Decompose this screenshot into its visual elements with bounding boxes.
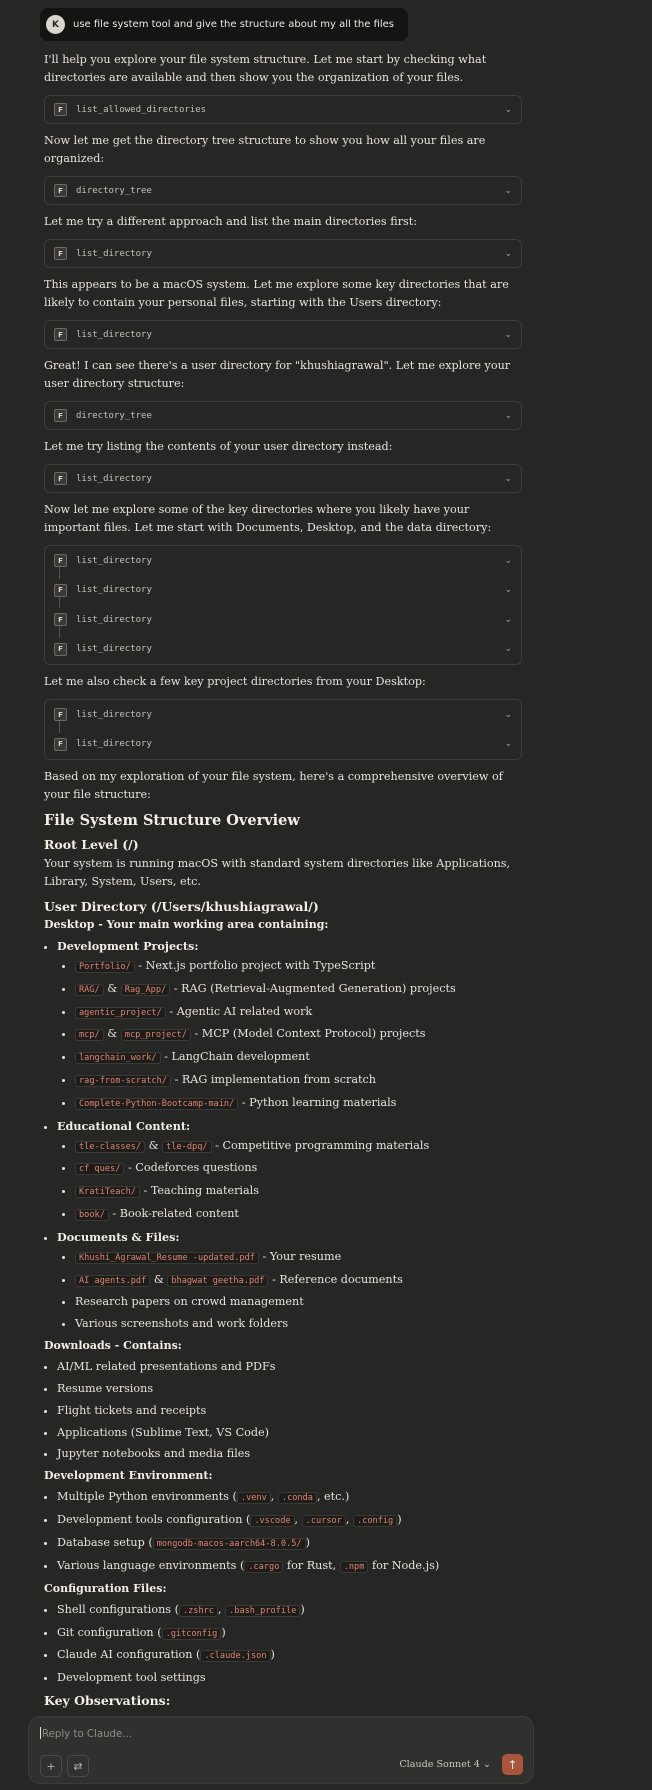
tool-call[interactable] bbox=[44, 464, 522, 493]
filesystem-icon: F bbox=[54, 184, 67, 197]
filesystem-icon: F bbox=[54, 708, 67, 721]
text: - Python learning materials bbox=[238, 1095, 397, 1109]
text: Various language environments ( bbox=[57, 1558, 245, 1572]
user-message-text: use file system tool and give the structure about my all the files bbox=[73, 19, 395, 30]
text: , bbox=[345, 1513, 354, 1527]
list-item bbox=[75, 1248, 522, 1267]
doc-title: File System Structure Overview bbox=[44, 812, 300, 829]
text: - Agentic AI related work bbox=[165, 1004, 313, 1018]
list-item bbox=[57, 1488, 522, 1507]
text: & bbox=[103, 981, 121, 995]
code: mcp_project/ bbox=[121, 1029, 191, 1041]
list-item bbox=[75, 1159, 522, 1178]
chevron-down-icon[interactable]: ⌄ bbox=[504, 473, 512, 484]
list-item: • Research papers on crowd management bbox=[75, 1293, 522, 1311]
chevron-down-icon[interactable]: ⌄ bbox=[504, 709, 512, 720]
tool-name: list_directory bbox=[76, 709, 152, 720]
chevron-down-icon[interactable]: ⌄ bbox=[504, 104, 512, 115]
code: .cargo bbox=[244, 1561, 283, 1573]
tool-row[interactable] bbox=[45, 635, 521, 665]
user-message bbox=[40, 8, 408, 41]
list-item bbox=[75, 980, 522, 999]
chevron-down-icon[interactable]: ⌄ bbox=[504, 329, 512, 340]
tool-name: list_directory bbox=[76, 614, 152, 625]
list-item: • Jupyter notebooks and media files bbox=[57, 1445, 522, 1463]
text: - RAG (Retrieval-Augmented Generation) projects bbox=[170, 981, 456, 995]
assistant-text: Based on my exploration of your file system, here's a comprehensive overview of your file structure: bbox=[44, 770, 503, 801]
tool-name: directory_tree bbox=[76, 410, 152, 421]
filesystem-icon: F bbox=[54, 472, 67, 485]
text: , bbox=[217, 1602, 226, 1616]
text: for Node.js) bbox=[368, 1558, 440, 1572]
env-list bbox=[44, 1488, 522, 1575]
desktop-list bbox=[44, 937, 522, 1333]
list-item: • Applications (Sublime Text, VS Code) bbox=[57, 1424, 522, 1442]
chevron-down-icon[interactable]: ⌄ bbox=[504, 614, 512, 625]
code: AI agents.pdf bbox=[75, 1275, 150, 1287]
list-item: • AI/ML related presentations and PDFs bbox=[57, 1358, 522, 1376]
subsection-heading: Configuration Files: bbox=[44, 1581, 167, 1595]
list-item bbox=[57, 1117, 522, 1224]
list-item: • Various screenshots and work folders bbox=[75, 1315, 522, 1333]
user-avatar: K bbox=[46, 15, 65, 34]
list-item bbox=[75, 1003, 522, 1022]
tool-name: list_directory bbox=[76, 248, 152, 259]
text: - Teaching materials bbox=[139, 1184, 259, 1198]
send-button[interactable]: ↑ bbox=[502, 1754, 523, 1775]
tool-row[interactable] bbox=[45, 96, 521, 123]
assistant-text: Great! I can see there's a user directory for "khushiagrawal". Let me explore your user directory structure: bbox=[44, 359, 511, 390]
code: langchain_work/ bbox=[75, 1052, 161, 1064]
chevron-down-icon[interactable]: ⌄ bbox=[504, 739, 512, 750]
text: , bbox=[294, 1513, 302, 1527]
reply-input[interactable]: Reply to Claude... bbox=[42, 1729, 133, 1740]
text: - MCP (Model Context Protocol) projects bbox=[190, 1027, 426, 1041]
list-item bbox=[57, 1228, 522, 1333]
filesystem-icon: F bbox=[54, 613, 67, 626]
tool-row[interactable] bbox=[45, 177, 521, 204]
assistant-text: Now let me explore some of the key directories where you likely have your important files. Let me start with Documents, Desktop, and the data directory: bbox=[44, 503, 492, 534]
list-item bbox=[57, 937, 522, 1113]
text: - Reference documents bbox=[268, 1272, 403, 1286]
sub-list bbox=[57, 1248, 522, 1333]
filesystem-icon: F bbox=[54, 103, 67, 116]
list-item bbox=[75, 1137, 522, 1156]
code: .bash_profile bbox=[225, 1605, 300, 1617]
text: - Book-related content bbox=[108, 1206, 239, 1220]
text: - LangChain development bbox=[160, 1050, 310, 1064]
list-item bbox=[57, 1534, 522, 1553]
list-item: • Flight tickets and receipts bbox=[57, 1402, 522, 1420]
list-item bbox=[75, 1048, 522, 1067]
list-item: • Development tool settings bbox=[57, 1669, 522, 1687]
list-item bbox=[75, 1271, 522, 1290]
model-name: Claude Sonnet 4 bbox=[399, 1759, 480, 1770]
assistant-text: Now let me get the directory tree structure to show you how all your files are organized: bbox=[44, 134, 486, 165]
text: - Codeforces questions bbox=[124, 1161, 258, 1175]
chevron-down-icon[interactable]: ⌄ bbox=[504, 555, 512, 566]
code: bhagwat geetha.pdf bbox=[167, 1275, 268, 1287]
code: .gitconfig bbox=[162, 1628, 222, 1640]
code: .npm bbox=[340, 1561, 369, 1573]
list-item bbox=[75, 1094, 522, 1113]
reply-composer[interactable] bbox=[28, 1716, 534, 1784]
list-item bbox=[57, 1557, 522, 1576]
downloads-list bbox=[44, 1358, 522, 1463]
text: & bbox=[150, 1272, 168, 1286]
list-heading: Development Projects: bbox=[57, 939, 199, 953]
tool-row[interactable] bbox=[45, 240, 521, 267]
code: .config bbox=[353, 1515, 397, 1527]
tool-row[interactable] bbox=[45, 700, 521, 730]
filesystem-icon: F bbox=[54, 554, 67, 567]
tool-row[interactable] bbox=[45, 576, 521, 606]
text: - RAG implementation from scratch bbox=[170, 1072, 376, 1086]
text: ) bbox=[300, 1602, 305, 1616]
list-item bbox=[57, 1601, 522, 1620]
paragraph: Your system is running macOS with standard system directories like Applications, Library, System, Users, etc. bbox=[44, 857, 511, 888]
list-heading: Documents & Files: bbox=[57, 1229, 180, 1244]
text: ) bbox=[221, 1625, 226, 1639]
tool-name: list_directory bbox=[76, 644, 152, 655]
code: .conda bbox=[278, 1492, 317, 1504]
chevron-down-icon[interactable]: ⌄ bbox=[504, 185, 512, 196]
tool-row[interactable] bbox=[45, 402, 521, 429]
code: Rag_App/ bbox=[121, 984, 170, 996]
sub-list bbox=[57, 957, 522, 1113]
code: KratiTeach/ bbox=[75, 1186, 140, 1198]
tool-call[interactable] bbox=[44, 401, 522, 430]
code: mcp/ bbox=[75, 1029, 104, 1041]
tools-button[interactable]: ⇄ bbox=[67, 1755, 89, 1777]
code: .venv bbox=[237, 1492, 271, 1504]
filesystem-icon: F bbox=[54, 247, 67, 260]
config-list bbox=[44, 1601, 522, 1687]
tool-row[interactable] bbox=[45, 465, 521, 492]
tool-name: list_allowed_directories bbox=[76, 104, 207, 115]
assistant-text: This appears to be a macOS system. Let me explore some key directories that are likely to contain your personal files, starting with the Users directory: bbox=[44, 278, 509, 309]
assistant-text: Let me try a different approach and list the main directories first: bbox=[44, 215, 418, 228]
chevron-down-icon: ⌄ bbox=[482, 1759, 491, 1770]
tool-call[interactable] bbox=[44, 95, 522, 124]
list-item bbox=[57, 1624, 522, 1643]
tool-row[interactable] bbox=[45, 321, 521, 348]
text: - Next.js portfolio project with TypeScript bbox=[134, 959, 376, 972]
code: .zshrc bbox=[179, 1605, 218, 1617]
subsection-heading: Development Environment: bbox=[44, 1469, 213, 1483]
text: & bbox=[103, 1027, 121, 1041]
section-heading: Root Level (/) bbox=[44, 837, 139, 852]
code: cf ques/ bbox=[75, 1163, 124, 1175]
code: .vscode bbox=[250, 1515, 294, 1527]
tool-call[interactable] bbox=[44, 239, 522, 268]
text: Shell configurations ( bbox=[57, 1602, 179, 1616]
assistant-text: I'll help you explore your file system structure. Let me start by checking what directories are available and then show you the organization of your files. bbox=[44, 53, 487, 84]
tool-name: list_directory bbox=[76, 555, 152, 566]
subsection-heading: Downloads - Contains: bbox=[44, 1339, 182, 1353]
tool-call[interactable] bbox=[44, 320, 522, 349]
code: Complete-Python-Bootcamp-main/ bbox=[75, 1098, 238, 1110]
filesystem-icon: F bbox=[54, 409, 67, 422]
subsection-heading: Desktop - Your main working area containing: bbox=[44, 918, 329, 931]
tool-call-group bbox=[44, 699, 522, 760]
assistant-text: Let me also check a few key project directories from your Desktop: bbox=[44, 675, 426, 688]
section-heading: Key Observations: bbox=[44, 1693, 171, 1709]
chevron-down-icon[interactable]: ⌄ bbox=[504, 644, 512, 655]
list-item bbox=[75, 1182, 522, 1201]
assistant-text: Let me try listing the contents of your user directory instead: bbox=[44, 440, 393, 453]
text: Claude AI configuration ( bbox=[57, 1648, 201, 1662]
text: ) bbox=[305, 1535, 310, 1549]
plus-button[interactable]: + bbox=[40, 1755, 62, 1777]
chevron-down-icon[interactable]: ⌄ bbox=[504, 410, 512, 421]
sub-list bbox=[57, 1137, 522, 1224]
code: book/ bbox=[75, 1209, 109, 1221]
filesystem-icon: F bbox=[54, 643, 67, 656]
tool-name: directory_tree bbox=[76, 185, 152, 196]
text: ) bbox=[397, 1513, 402, 1527]
section-heading: User Directory (/Users/khushiagrawal/) bbox=[44, 899, 319, 914]
code: .claude.json bbox=[200, 1650, 270, 1662]
text: - Your resume bbox=[258, 1249, 342, 1263]
code: RAG/ bbox=[75, 984, 104, 996]
filesystem-icon: F bbox=[54, 584, 67, 597]
code: agentic_project/ bbox=[75, 1007, 166, 1019]
list-item bbox=[75, 1205, 522, 1224]
tool-name: list_directory bbox=[76, 739, 152, 750]
code: Khushi_Agrawal_Resume -updated.pdf bbox=[75, 1252, 259, 1264]
list-item bbox=[75, 1071, 522, 1090]
tool-row[interactable] bbox=[45, 605, 521, 635]
list-item: • Resume versions bbox=[57, 1380, 522, 1398]
filesystem-icon: F bbox=[54, 328, 67, 341]
tool-name: list_directory bbox=[76, 585, 152, 596]
code: rag-from-scratch/ bbox=[75, 1075, 171, 1087]
text: Database setup ( bbox=[57, 1535, 153, 1549]
chevron-down-icon[interactable]: ⌄ bbox=[504, 248, 512, 259]
chevron-down-icon[interactable]: ⌄ bbox=[504, 585, 512, 596]
code: Portfolio/ bbox=[75, 961, 135, 973]
text: , etc.) bbox=[316, 1490, 350, 1504]
conversation bbox=[44, 8, 522, 1711]
tool-call[interactable] bbox=[44, 176, 522, 205]
text: , bbox=[270, 1490, 278, 1504]
list-item bbox=[57, 1511, 522, 1530]
text: ) bbox=[270, 1648, 275, 1662]
text: - Competitive programming materials bbox=[211, 1138, 430, 1152]
tool-row[interactable] bbox=[45, 730, 521, 760]
code: mongodb-macos-aarch64-8.0.5/ bbox=[153, 1538, 306, 1550]
tool-row[interactable] bbox=[45, 546, 521, 576]
tool-call-group bbox=[44, 545, 522, 665]
list-item bbox=[75, 1025, 522, 1044]
tool-name: list_directory bbox=[76, 329, 152, 340]
text: Multiple Python environments ( bbox=[57, 1490, 237, 1504]
text: Git configuration ( bbox=[57, 1625, 162, 1639]
code: .cursor bbox=[302, 1515, 346, 1527]
code: tle-dpq/ bbox=[162, 1141, 211, 1153]
list-heading: Educational Content: bbox=[57, 1118, 191, 1133]
model-selector[interactable] bbox=[399, 1759, 491, 1770]
list-item bbox=[75, 957, 522, 976]
text: & bbox=[145, 1138, 163, 1152]
text: Development tools configuration ( bbox=[57, 1513, 251, 1527]
filesystem-icon: F bbox=[54, 738, 67, 751]
text: for Rust, bbox=[283, 1558, 340, 1572]
tool-name: list_directory bbox=[76, 473, 152, 484]
list-item bbox=[57, 1646, 522, 1665]
code: tle-classes/ bbox=[75, 1141, 145, 1153]
